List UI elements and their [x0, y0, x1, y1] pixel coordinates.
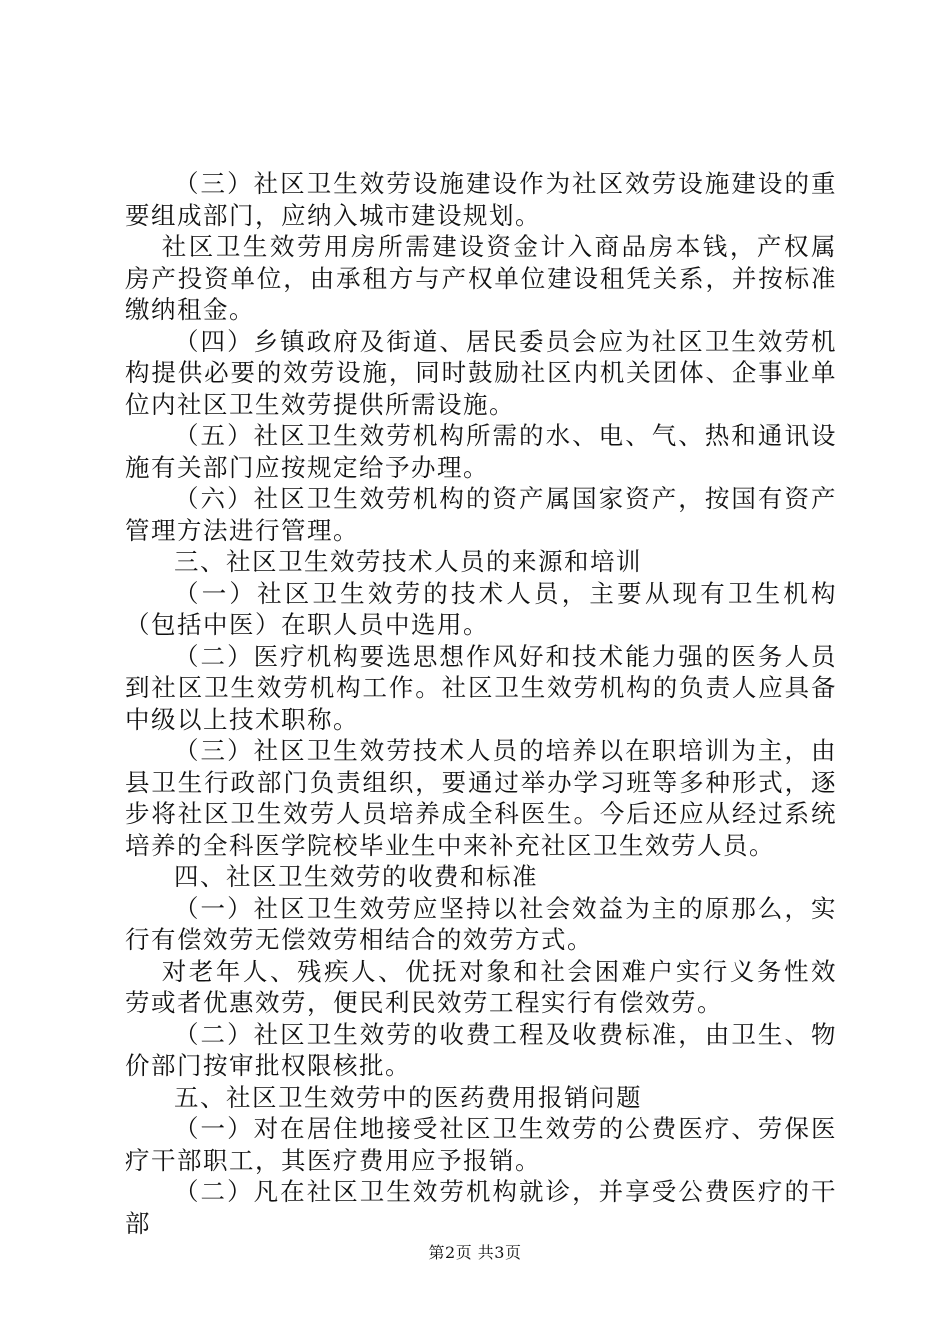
section-heading-3: 三、社区卫生效劳技术人员的来源和培训 — [174, 547, 642, 576]
paragraph-3: （四）乡镇政府及街道、居民委员会应为社区卫生效劳机构提供必要的效劳设施，同时鼓励社区内机关团体、企事业单位内社区卫生效劳提供所需设施。 — [125, 326, 837, 419]
paragraph-10: 对老年人、残疾人、优抚对象和社会困难户实行义务性效劳或者优惠效劳，便民利民效劳工程实行有偿效劳。 — [125, 956, 837, 1017]
paragraph-8: （三）社区卫生效劳技术人员的培养以在职培训为主，由县卫生行政部门负责组织，要通过举办学习班等多种形式，逐步将社区卫生效劳人员培养成全科医生。今后还应从经过系统培养的全科医学院校毕业生中来补充社区卫生效劳人员。 — [125, 736, 837, 860]
section-heading-5: 五、社区卫生效劳中的医药费用报销问题 — [174, 1082, 642, 1112]
paragraph-13: （二）凡在社区卫生效劳机构就诊，并享受公费医疗的干部 — [125, 1177, 837, 1238]
paragraph-12: （一）对在居住地接受社区卫生效劳的公费医疗、劳保医疗干部职工，其医疗费用应予报销。 — [125, 1114, 837, 1175]
paragraph-5: （六）社区卫生效劳机构的资产属国家资产，按国有资产管理方法进行管理。 — [125, 484, 837, 545]
paragraph-4: （五）社区卫生效劳机构所需的水、电、气、热和通讯设施有关部门应按规定给予办理。 — [125, 421, 837, 482]
section-heading-4: 四、社区卫生效劳的收费和标准 — [174, 862, 538, 891]
paragraph-2: 社区卫生效劳用房所需建设资金计入商品房本钱，产权属房产投资单位，由承租方与产权单位建设租凭关系，并按标准缴纳租金。 — [125, 232, 837, 324]
paragraph-6: （一）社区卫生效劳的技术人员，主要从现有卫生机构（包括中医）在职人员中选用。 — [125, 578, 837, 639]
page-number-footer: 第2页 共3页 — [428, 1243, 522, 1262]
paragraph-1: （三）社区卫生效劳设施建设作为社区效劳设施建设的重要组成部门，应纳入城市建设规划。 — [125, 169, 837, 230]
paragraph-7: （二）医疗机构要选思想作风好和技术能力强的医务人员到社区卫生效劳机构工作。社区卫生效劳机构的负责人应具备中级以上技术职称。 — [125, 641, 837, 734]
paragraph-9: （一）社区卫生效劳应坚持以社会效益为主的原那么，实行有偿效劳无偿效劳相结合的效劳方式。 — [125, 893, 837, 954]
document-body — [125, 168, 837, 1239]
paragraph-11: （二）社区卫生效劳的收费工程及收费标准，由卫生、物价部门按审批权限核批。 — [125, 1019, 837, 1080]
